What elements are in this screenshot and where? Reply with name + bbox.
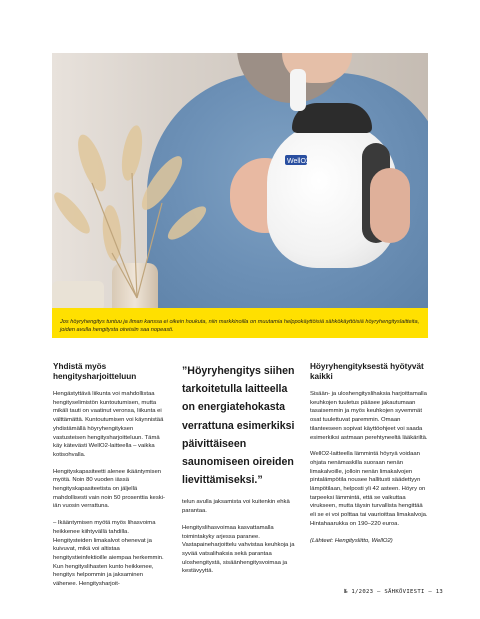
section-heading-everyone-benefits: Höyryhengityksestä hyötyvät kaikki	[310, 362, 424, 381]
section-heading-breathing-training: Yhdistä myös hengitysharjoitteluun	[53, 362, 137, 381]
paragraph: WellO2-laitteella lämmintä höyryä voidaan ohjata nenämaskilla suoraan nenän limakalvoille, jolloin nenän limakalvojen pintalämpötila nousee hallitusti säädettyyn lämpötilaan, helposti yli 42 asteen. Höyry on tarpeeksi lämmintä, että se vaikuttaa virukseen, mutta täysin turvallista hengittää eli se ei voi polttaa tai vaurioittaa limakalvoja. Hintahaarukka on 190–220 euroa.	[310, 451, 428, 527]
pull-quote: ”Höyryhengitys siihen tarkoitetulla laitteella on energiatehokasta verrattuna esimerkiksi päivittäiseen saunomiseen oireiden lievittämiseksi.”	[182, 365, 295, 487]
photo-caption: Jos höyryhengitys tuntuu ja ilman kanssa ei oikein houkuta, niin markkinoilla on muutamia helppokäyttöisiä sähkökäyttöisiä höyryhengityslaitteita, joiden avulla hengitysta oireisiin saa nopeasti.	[60, 318, 420, 333]
paragraph: telun avulla jaksamista voi kuitenkin ehkä parantaa.	[182, 499, 290, 515]
svg-text:WellO2: WellO2	[287, 158, 310, 165]
paragraph: Sisään- ja uloshengityslihaksia harjoittamalla keuhkojen tuuletus pääsee jakautumaan tasaisemmin ja myös keuhkojen syvemmät osat tuulettuvat paremmin. Omaan tilanteeseen sopivat käyttöohjeet voi saada esimerkiksi astmaan perehtyneeltä lääkäriltä.	[310, 391, 428, 441]
device-mouthpiece	[290, 69, 306, 111]
page-folio: № 1/2023 — SÄHKÖVIESTI — 13	[344, 589, 444, 595]
dried-grass-decoration	[52, 113, 222, 303]
paragraph: Hengästyttävä liikunta voi mahdollistaa hengityselimistön kuntoutumisen, mutta mikäli tauti on vaatinut veronsa, liikunta ei välttämättä. Kuntoutumisen voi käynnistää yhdistämällä höyryhengityksen vastusteisen hengitysharjoitteluun. Tämä käy kätevästi WellO2-laitteella – vaikka kotisohvalla.	[53, 391, 164, 458]
sources-note: (Lähteet: Hengitysliitto, WellO2)	[310, 537, 393, 544]
wello2-logo-icon	[285, 153, 329, 167]
paragraph: – Ikääntymisen myötä myös lihasvoima heikkenee kiihtyvällä tahdilla. Hengitysteiden limakalvot ohenevat ja kuivuvat, mikä voi altistaa hengitystieinfektioille aiempaa herkemmin. Kun hengityslihasten kunto heikkenee, hengitys helpommin ja jaksaminen vähenee. Hengitysharjoit-	[53, 520, 164, 588]
column-2	[182, 362, 300, 576]
paragraph: Hengityslihasvoimaa kasvattamalla toimintakyky arjessa paranee. Vastapaineharjoittelu vahvistaa keuhkoja ja syvää vatsalihaksia sekä parantaa uloshengitystä, sisäänhengitysvoimaa ja kestävyyttä.	[182, 524, 295, 575]
person-hand-right	[370, 168, 410, 243]
photo-caption-bar	[52, 308, 428, 338]
column-3	[310, 362, 428, 545]
paragraph: Hengityskapasiteetti alenee ikääntymisen myötä. Noin 80 vuoden iässä hengityskapasiteetista on jäljellä mahdollisesti vain noin 50 prosenttia keski-iän vuosin verrattuna.	[53, 468, 165, 510]
article-photo	[52, 53, 428, 308]
column-1	[53, 362, 165, 589]
